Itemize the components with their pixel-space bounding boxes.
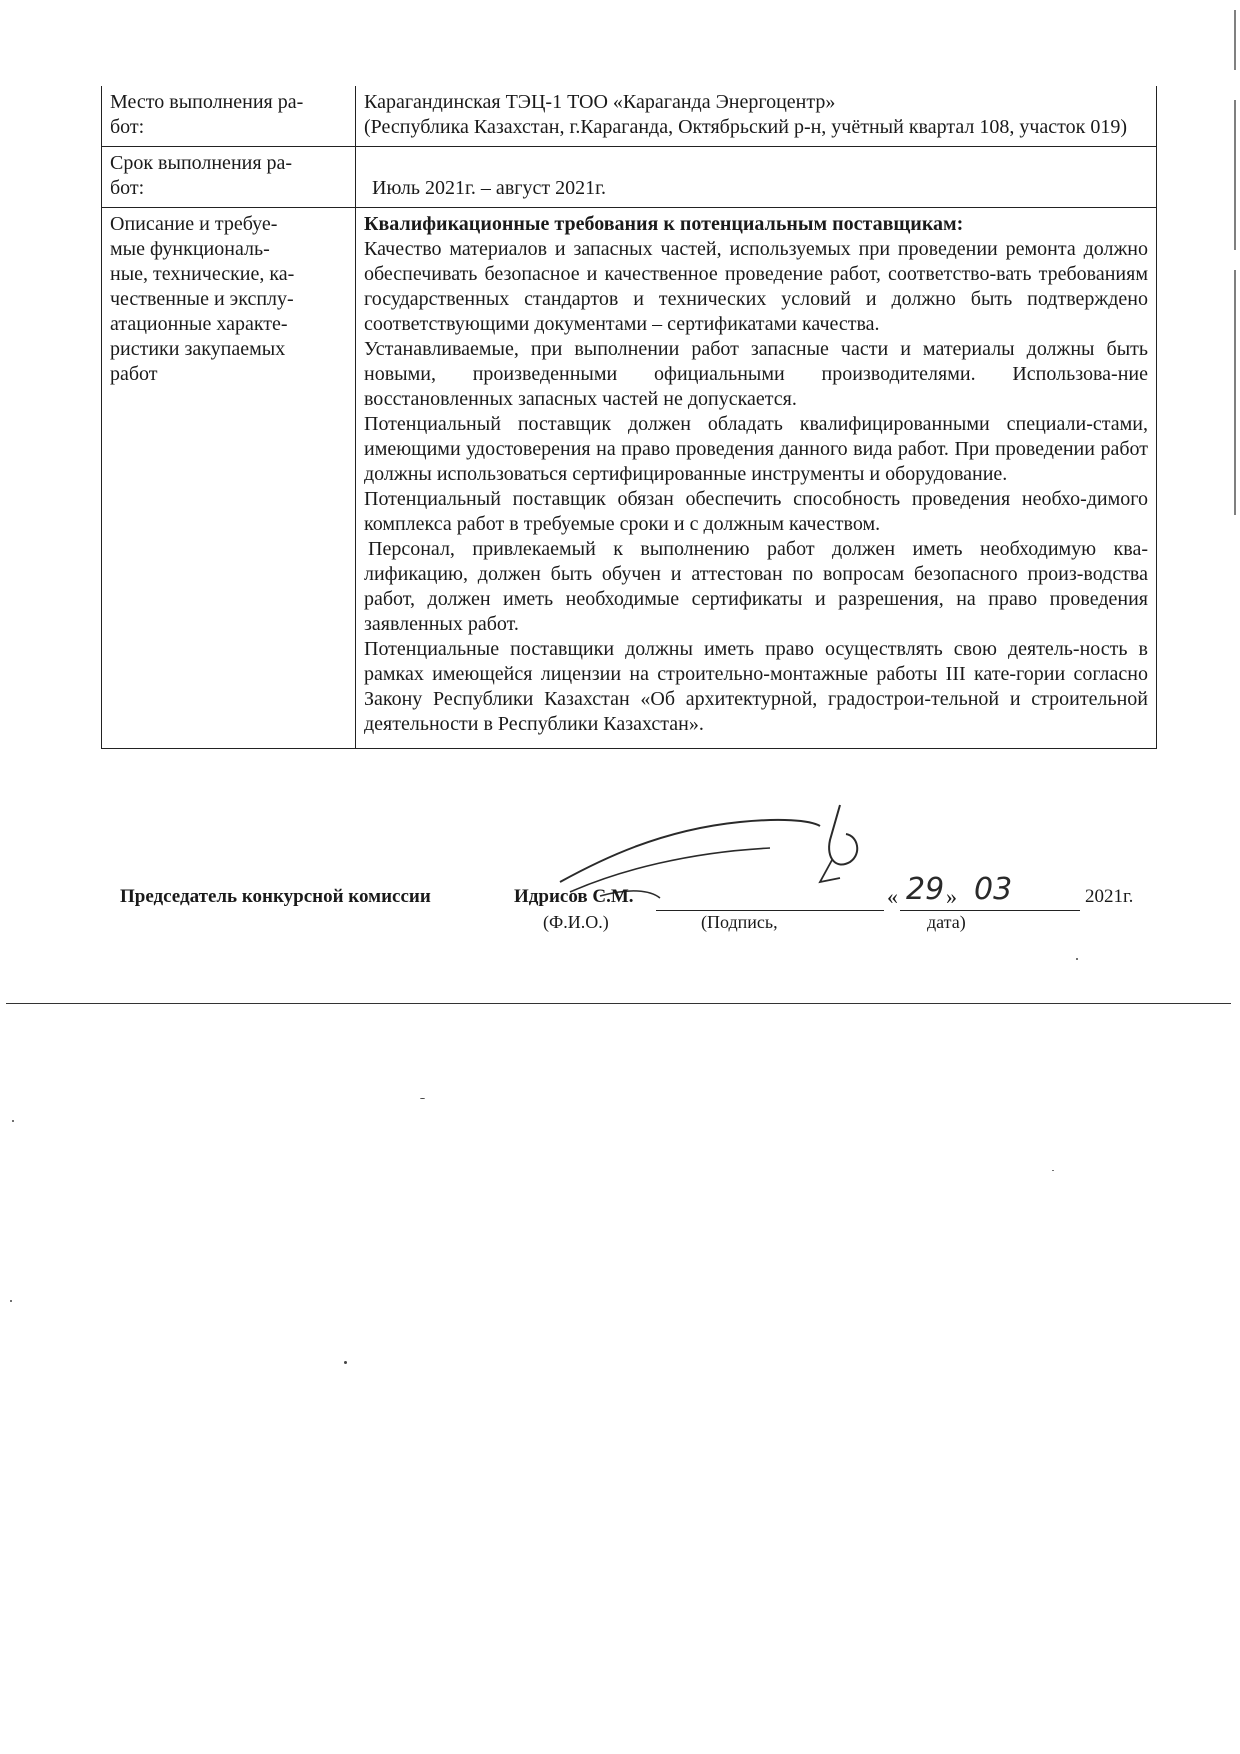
chairman-title: Председатель конкурсной комиссии <box>120 886 431 907</box>
scan-speck <box>10 1300 12 1302</box>
scan-speck <box>1052 1170 1054 1171</box>
requirements-table <box>101 86 1157 749</box>
requirement-paragraph: Персонал, привлекаемый к выполнению работ должен иметь необходимую ква-лификацию, должен быть обучен и аттестован по вопросам безопасного произ-водства работ, должен иметь необходимые сертификаты и разрешения, на право проведения заявленных работ. <box>364 538 1148 635</box>
scan-speck <box>12 1120 14 1122</box>
requirement-paragraph: Качество материалов и запасных частей, используемых при проведении ремонта должно обеспечивать безопасное и качественное проведение работ, соответство-вать требованиям государственных стандартов и технических условий и должно быть подтверждено соответствующими документами – сертификатами качества. <box>364 238 1148 335</box>
scan-edge-mark <box>1234 10 1236 515</box>
signature-line <box>656 910 884 911</box>
row-label <box>102 208 356 749</box>
requirement-paragraph: Потенциальный поставщик обязан обеспечить способность проведения необхо-димого комплекса работ в требуемые сроки и с должным качеством. <box>364 488 1148 535</box>
requirement-paragraph: Устанавливаемые, при выполнении работ запасные части и материалы должны быть новыми, произведенными официальными производителями. Использова-ние восстановленных запасных частей не допускается. <box>364 338 1148 410</box>
scan-speck <box>420 1098 425 1099</box>
row-value <box>356 208 1157 749</box>
signature-block <box>100 872 1160 952</box>
page-divider <box>6 1003 1231 1004</box>
date-close-quote: » <box>946 884 957 909</box>
row-value <box>356 86 1157 147</box>
date-day: 29 <box>906 872 945 907</box>
date-line <box>900 910 1080 911</box>
table-row <box>102 147 1157 208</box>
table-row <box>102 208 1157 749</box>
requirement-paragraph: Потенциальные поставщики должны иметь право осуществлять свою деятель-ность в рамках имеющейся лицензии на строительно-монтажные работы III кате-гории согласно Закону Республики Казахстан «Об архитектурной, градострои-тельной и строительной деятельности в Республики Казахстан». <box>364 638 1148 735</box>
row-value <box>356 147 1157 208</box>
chairman-name: Идрисов С.М. <box>514 886 634 907</box>
work-location-address: (Республика Казахстан, г.Караганда, Октябрьский р-н, учётный квартал 108, участок 019) <box>364 116 1128 138</box>
scan-speck <box>1076 958 1078 960</box>
work-period-label: Срок выполнения ра- бот: <box>110 152 293 199</box>
row-label <box>102 86 356 147</box>
work-location-label: Место выполнения ра- бот: <box>110 91 304 138</box>
requirements-heading: Квалификационные требования к потенциальным поставщикам: <box>364 213 964 235</box>
caption-date: дата) <box>927 912 966 932</box>
requirement-paragraph: Потенциальный поставщик должен обладать квалифицированными специали-стами, имеющими удостоверения на право проведения данного вида работ. При проведении работ должны использоваться сертифицированные инструменты и оборудование. <box>364 413 1148 485</box>
description-label: Описание и требуе- мые функциональ- ные, технические, ка- чественные и эксплу- атационные характе- ристики закупаемых работ <box>110 213 295 385</box>
date-month: 03 <box>974 872 1013 907</box>
work-period-value: Июль 2021г. – август 2021г. <box>372 177 607 199</box>
date-year: 2021г. <box>1085 886 1134 907</box>
row-label <box>102 147 356 208</box>
table-row <box>102 86 1157 147</box>
date-open-quote: « <box>887 884 898 909</box>
work-location-name: Карагандинская ТЭЦ-1 ТОО «Караганда Энергоцентр» <box>364 91 836 113</box>
scan-speck <box>344 1361 347 1364</box>
caption-full-name: (Ф.И.О.) <box>543 912 609 932</box>
caption-signature: (Подпись, <box>701 912 778 932</box>
